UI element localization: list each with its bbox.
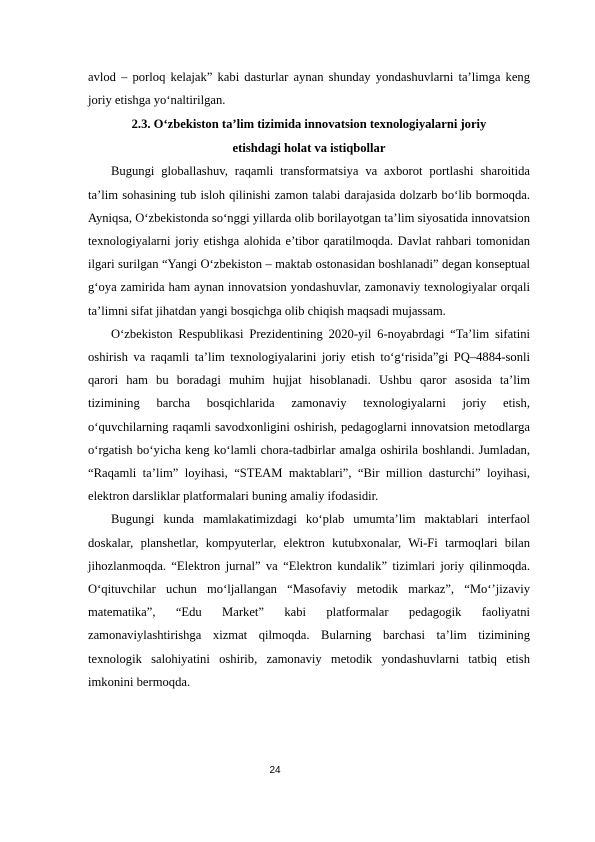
page-number: [0, 765, 595, 776]
body-paragraph-1: Bugungi globallashuv, raqamli transformatsiya va axborot portlashi sharoitida ta’lim sohasining tub isloh qilinishi zamon talabi darajasida dolzarb bo‘lib bormoqda. Ayniqsa, O‘zbekistonda so‘nggi yillarda olib borilayotgan ta’lim siyosatida innovatsion texnologiyalarni joriy etishga alohida e’tibor qaratilmoqda. Davlat rahbari tomonidan ilgari surilgan “Yangi O‘zbekiston – maktab ostonasidan boshlanadi” degan konseptual g‘oya zamirida ham aynan innovatsion yondashuvlar, zamonaviy texnologiyalar orqali ta’limni sifat jihatdan yangi bosqichga olib chiqish maqsadi mujassam.: [88, 164, 530, 318]
body-paragraph-2: O‘zbekiston Respublikasi Prezidentining 2020-yil 6-noyabrdagi “Ta’lim sifatini oshirish va raqamli ta’lim texnologiyalarini joriy etish to‘g‘risida”gi PQ–4884-sonli qarori ham bu boradagi muhim hujjat hisoblanadi. Ushbu qaror asosida ta’lim tizimining barcha bosqichlarida zamonaviy texnologiyalarni joriy etish, o‘quvchilarning raqamli savodxonligini oshirish, pedagoglarni innovatsion metodlarga o‘rgatish bo‘yicha keng ko‘lamli chora-tadbirlar amalga oshirila boshlandi. Jumladan, “Raqamli ta’lim” loyihasi, “STEAM maktablari”, “Bir million dasturchi” loyihasi, elektron darsliklar platformalari buning amaliy ifodasidir.: [88, 326, 530, 504]
section-heading: [88, 112, 530, 160]
body-paragraph-3: Bugungi kunda mamlakatimizdagi ko‘plab umumta’lim maktablari interfaol doskalar, planshetlar, kompyuterlar, elektron kutubxonalar, Wi-Fi tarmoqlari bilan jihozlanmoqda. “Elektron jurnal” va “Elektron kundalik” tizimlari joriy qilinmoqda. O‘qituvchilar uchun mo‘ljallangan “Masofaviy metodik markaz”, “Mo‘’jizaviy matematika”, “Edu Market” kabi platformalar pedagogik faoliyatni zamonaviylashtirishga xizmat qilmoqda. Bularning barchasi ta’lim tizimining texnologik salohiyatini oshirib, zamonaviy metodik yondashuvlarni tatbiq etish imkonini bermoqda.: [88, 512, 530, 689]
section-heading-line-2: etishdagi holat va istiqbollar: [232, 141, 386, 156]
page-content: [88, 66, 530, 694]
section-heading-line-1: 2.3. O‘zbekiston ta’lim tizimida innovatsion texnologiyalarni joriy: [131, 117, 487, 132]
intro-paragraph: avlod – porloq kelajak” kabi dasturlar aynan shunday yondashuvlarni ta’limga keng joriy etishga yo‘naltirilgan.: [88, 70, 530, 108]
page-number-text: 24: [269, 765, 281, 776]
